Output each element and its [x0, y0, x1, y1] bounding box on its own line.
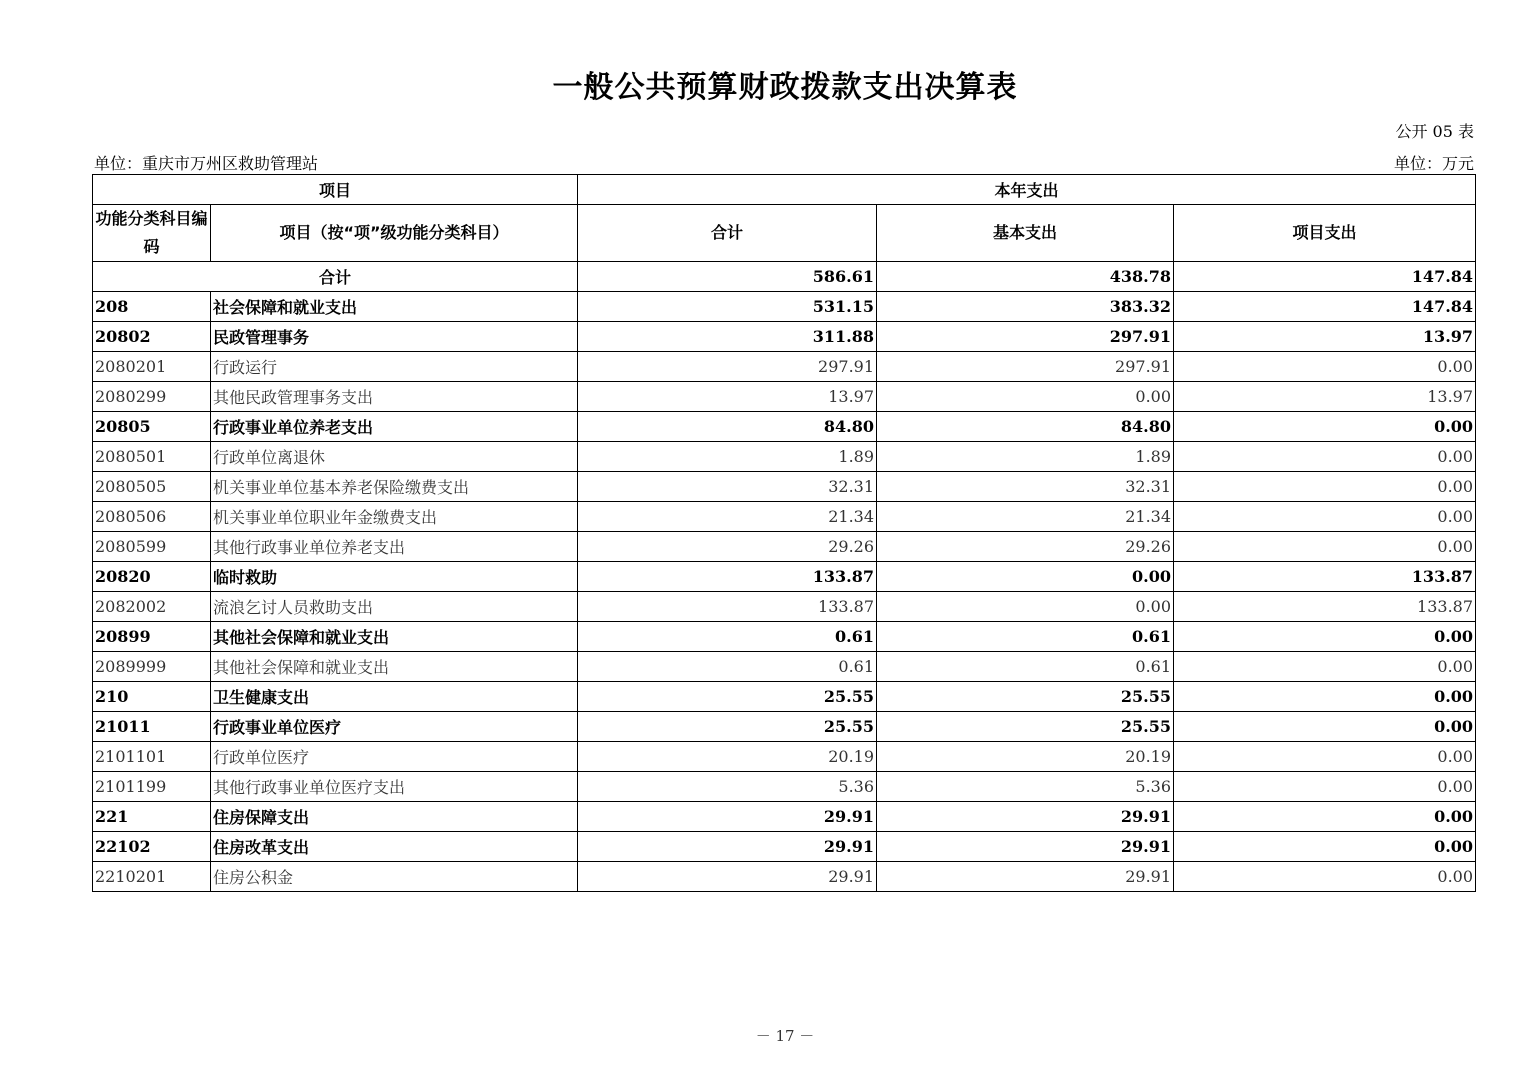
budget-table: [92, 174, 1476, 892]
total-cell: 297.91: [578, 352, 877, 382]
name-cell: 机关事业单位职业年金缴费支出: [211, 502, 578, 532]
name-cell: 社会保障和就业支出: [211, 292, 578, 322]
project-cell: 0.00: [1174, 502, 1476, 532]
basic-cell: 0.00: [877, 382, 1174, 412]
project-cell: 0.00: [1174, 712, 1476, 742]
code-cell: 20899: [93, 622, 211, 652]
table-row: [93, 442, 1476, 472]
total-cell: 20.19: [578, 742, 877, 772]
name-cell: 住房公积金: [211, 862, 578, 892]
total-label: 合计: [93, 262, 578, 292]
total-cell: 1.89: [578, 442, 877, 472]
header-code: 功能分类科目编码: [93, 205, 211, 262]
project-cell: 0.00: [1174, 652, 1476, 682]
basic-cell: 29.91: [877, 802, 1174, 832]
code-cell: 2101199: [93, 772, 211, 802]
header-item-group: 项目: [93, 175, 578, 205]
organization-unit: 单位：重庆市万州区救助管理站: [94, 154, 319, 173]
basic-cell: 29.26: [877, 532, 1174, 562]
name-cell: 行政事业单位养老支出: [211, 412, 578, 442]
basic-cell: 0.61: [877, 622, 1174, 652]
table-row: [93, 592, 1476, 622]
code-cell: 20802: [93, 322, 211, 352]
code-cell: 2082002: [93, 592, 211, 622]
code-cell: 2080505: [93, 472, 211, 502]
total-cell: 84.80: [578, 412, 877, 442]
table-row: [93, 502, 1476, 532]
total-project: 147.84: [1174, 262, 1476, 292]
project-cell: 13.97: [1174, 322, 1476, 352]
total-cell: 25.55: [578, 682, 877, 712]
code-cell: 2080501: [93, 442, 211, 472]
code-cell: 2080506: [93, 502, 211, 532]
table-row: [93, 742, 1476, 772]
code-cell: 2080299: [93, 382, 211, 412]
basic-cell: 5.36: [877, 772, 1174, 802]
table-row: [93, 532, 1476, 562]
name-cell: 民政管理事务: [211, 322, 578, 352]
code-cell: 2210201: [93, 862, 211, 892]
header-name: 项目（按“项”级功能分类科目）: [211, 205, 578, 262]
total-amount: 586.61: [578, 262, 877, 292]
total-row: [93, 262, 1476, 292]
form-number: 公开 05 表: [1395, 122, 1474, 141]
project-cell: 0.00: [1174, 412, 1476, 442]
header-basic: 基本支出: [877, 205, 1174, 262]
table-row: [93, 382, 1476, 412]
header-total: 合计: [578, 205, 877, 262]
basic-cell: 32.31: [877, 472, 1174, 502]
name-cell: 其他行政事业单位医疗支出: [211, 772, 578, 802]
total-cell: 5.36: [578, 772, 877, 802]
code-cell: 221: [93, 802, 211, 832]
name-cell: 临时救助: [211, 562, 578, 592]
total-cell: 29.91: [578, 802, 877, 832]
code-cell: 210: [93, 682, 211, 712]
project-cell: 0.00: [1174, 862, 1476, 892]
basic-cell: 29.91: [877, 832, 1174, 862]
page-title: 一般公共预算财政拨款支出决算表: [552, 70, 1018, 105]
project-cell: 133.87: [1174, 562, 1476, 592]
total-basic: 438.78: [877, 262, 1174, 292]
project-cell: 13.97: [1174, 382, 1476, 412]
project-cell: 147.84: [1174, 292, 1476, 322]
table-row: [93, 412, 1476, 442]
table-row: [93, 802, 1476, 832]
basic-cell: 21.34: [877, 502, 1174, 532]
project-cell: 0.00: [1174, 772, 1476, 802]
basic-cell: 297.91: [877, 322, 1174, 352]
total-cell: 21.34: [578, 502, 877, 532]
basic-cell: 383.32: [877, 292, 1174, 322]
basic-cell: 20.19: [877, 742, 1174, 772]
basic-cell: 29.91: [877, 862, 1174, 892]
total-cell: 32.31: [578, 472, 877, 502]
total-cell: 531.15: [578, 292, 877, 322]
code-cell: 2089999: [93, 652, 211, 682]
table-row: [93, 652, 1476, 682]
basic-cell: 1.89: [877, 442, 1174, 472]
project-cell: 0.00: [1174, 352, 1476, 382]
code-cell: 20805: [93, 412, 211, 442]
total-cell: 29.91: [578, 832, 877, 862]
basic-cell: 0.61: [877, 652, 1174, 682]
name-cell: 其他社会保障和就业支出: [211, 622, 578, 652]
code-cell: 20820: [93, 562, 211, 592]
table-row: [93, 352, 1476, 382]
code-cell: 2080599: [93, 532, 211, 562]
name-cell: 行政运行: [211, 352, 578, 382]
total-cell: 311.88: [578, 322, 877, 352]
project-cell: 0.00: [1174, 682, 1476, 712]
table-row: [93, 472, 1476, 502]
basic-cell: 25.55: [877, 712, 1174, 742]
name-cell: 行政单位医疗: [211, 742, 578, 772]
name-cell: 住房保障支出: [211, 802, 578, 832]
name-cell: 机关事业单位基本养老保险缴费支出: [211, 472, 578, 502]
table-row: [93, 622, 1476, 652]
total-cell: 13.97: [578, 382, 877, 412]
table-row: [93, 562, 1476, 592]
table-row: [93, 292, 1476, 322]
total-cell: 133.87: [578, 562, 877, 592]
table-row: [93, 862, 1476, 892]
name-cell: 流浪乞讨人员救助支出: [211, 592, 578, 622]
project-cell: 0.00: [1174, 802, 1476, 832]
name-cell: 其他民政管理事务支出: [211, 382, 578, 412]
basic-cell: 0.00: [877, 562, 1174, 592]
project-cell: 0.00: [1174, 442, 1476, 472]
total-cell: 29.26: [578, 532, 877, 562]
name-cell: 行政单位离退休: [211, 442, 578, 472]
name-cell: 行政事业单位医疗: [211, 712, 578, 742]
project-cell: 0.00: [1174, 472, 1476, 502]
header-row-group: [93, 175, 1476, 205]
project-cell: 0.00: [1174, 622, 1476, 652]
code-cell: 208: [93, 292, 211, 322]
code-cell: 2101101: [93, 742, 211, 772]
total-cell: 25.55: [578, 712, 877, 742]
basic-cell: 84.80: [877, 412, 1174, 442]
page-number: － 17 －: [755, 1027, 815, 1045]
project-cell: 133.87: [1174, 592, 1476, 622]
table-row: [93, 682, 1476, 712]
project-cell: 0.00: [1174, 532, 1476, 562]
header-row-columns: [93, 205, 1476, 262]
table-row: [93, 712, 1476, 742]
total-cell: 29.91: [578, 862, 877, 892]
project-cell: 0.00: [1174, 832, 1476, 862]
table-row: [93, 832, 1476, 862]
code-cell: 21011: [93, 712, 211, 742]
table-row: [93, 322, 1476, 352]
header-year-expense-group: 本年支出: [578, 175, 1476, 205]
currency-unit: 单位：万元: [1393, 154, 1474, 173]
header-project: 项目支出: [1174, 205, 1476, 262]
total-cell: 133.87: [578, 592, 877, 622]
name-cell: 其他社会保障和就业支出: [211, 652, 578, 682]
code-cell: 2080201: [93, 352, 211, 382]
basic-cell: 0.00: [877, 592, 1174, 622]
name-cell: 卫生健康支出: [211, 682, 578, 712]
basic-cell: 25.55: [877, 682, 1174, 712]
total-cell: 0.61: [578, 652, 877, 682]
name-cell: 住房改革支出: [211, 832, 578, 862]
table-row: [93, 772, 1476, 802]
name-cell: 其他行政事业单位养老支出: [211, 532, 578, 562]
code-cell: 22102: [93, 832, 211, 862]
basic-cell: 297.91: [877, 352, 1174, 382]
project-cell: 0.00: [1174, 742, 1476, 772]
total-cell: 0.61: [578, 622, 877, 652]
